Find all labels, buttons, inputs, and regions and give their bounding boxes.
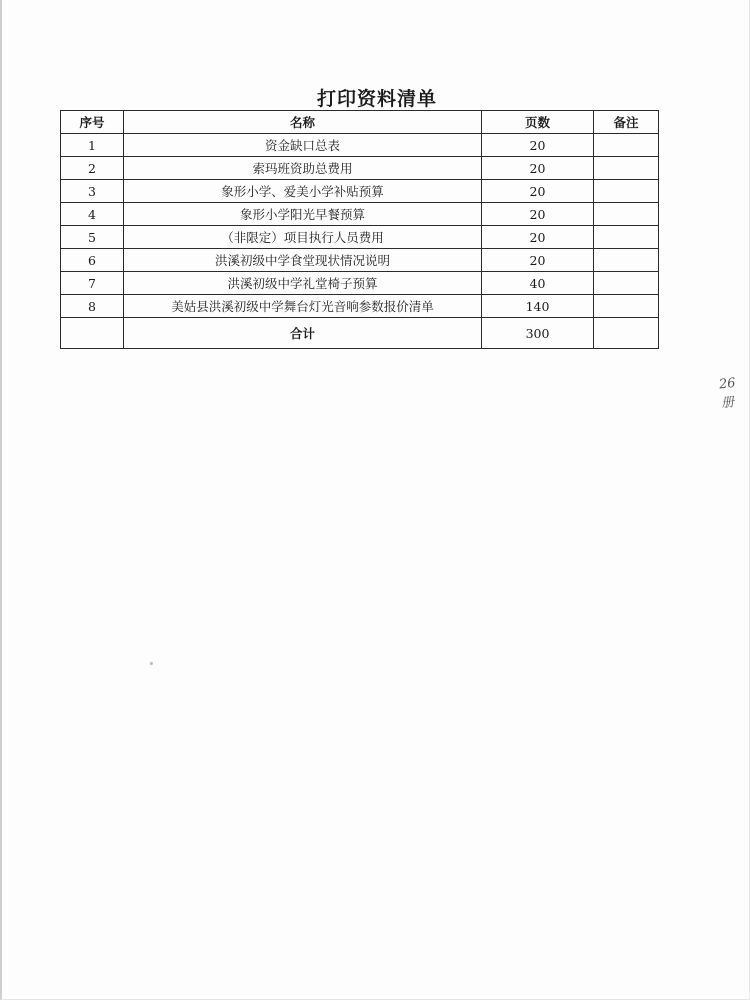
row-notes [594,203,659,226]
total-pages: 300 [482,318,594,349]
header-notes: 备注 [594,111,659,134]
header-name: 名称 [124,111,482,134]
header-no: 序号 [61,111,124,134]
row-name: 象形小学阳光早餐预算 [124,203,482,226]
table-row [61,157,659,180]
row-pages: 20 [482,203,594,226]
row-name: 洪溪初级中学食堂现状情况说明 [124,249,482,272]
row-no: 4 [61,203,124,226]
scan-speck [150,662,153,665]
total-label: 合计 [124,318,482,349]
print-list-table [60,110,659,349]
row-notes [594,249,659,272]
row-no: 2 [61,157,124,180]
total-no-cell [61,318,124,349]
row-name: 美姑县洪溪初级中学舞台灯光音响参数报价清单 [124,295,482,318]
row-pages: 140 [482,295,594,318]
header-pages: 页数 [482,111,594,134]
row-name: 象形小学、爱美小学补贴预算 [124,180,482,203]
table-header-row [61,111,659,134]
row-notes [594,157,659,180]
total-notes-cell [594,318,659,349]
document-title: 打印资料清单 [316,88,437,110]
table-row [61,180,659,203]
row-notes [594,134,659,157]
row-notes [594,180,659,203]
row-no: 3 [61,180,124,203]
row-pages: 20 [482,249,594,272]
table-row [61,249,659,272]
row-notes [594,226,659,249]
row-no: 7 [61,272,124,295]
row-no: 1 [61,134,124,157]
row-pages: 20 [482,180,594,203]
row-name: （非限定）项目执行人员费用 [124,226,482,249]
table-row [61,295,659,318]
row-pages: 20 [482,226,594,249]
row-notes [594,295,659,318]
table-row [61,134,659,157]
row-no: 8 [61,295,124,318]
row-name: 索玛班资助总费用 [124,157,482,180]
row-pages: 20 [482,157,594,180]
row-notes [594,272,659,295]
table-row [61,272,659,295]
table-row [61,226,659,249]
row-name: 洪溪初级中学礼堂椅子预算 [124,272,482,295]
table-row [61,203,659,226]
row-no: 5 [61,226,124,249]
row-pages: 20 [482,134,594,157]
row-name: 资金缺口总表 [124,134,482,157]
handwritten-note: 26册 [718,375,737,412]
total-row [61,318,659,349]
row-pages: 40 [482,272,594,295]
row-no: 6 [61,249,124,272]
